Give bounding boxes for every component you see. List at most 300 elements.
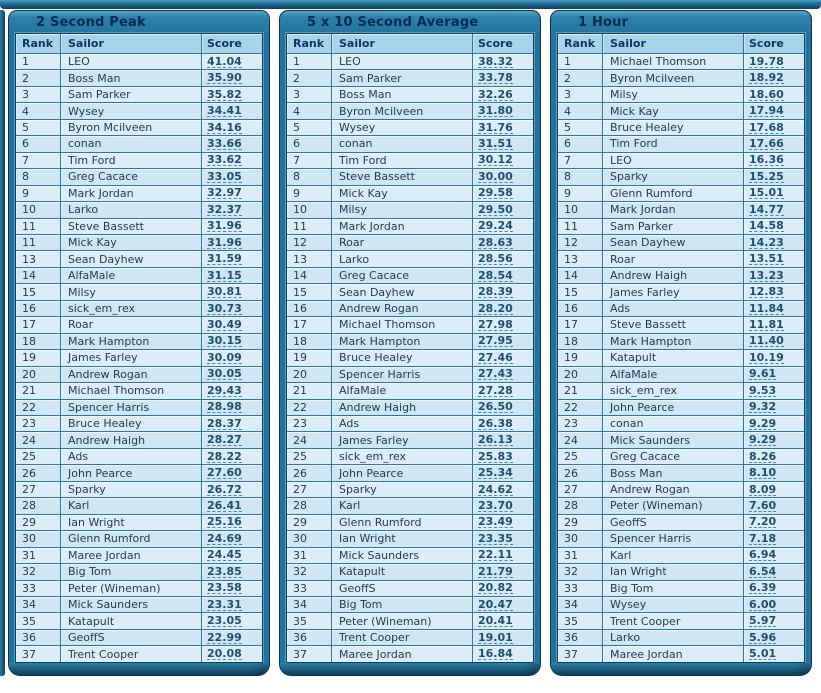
table-row xyxy=(558,531,804,547)
score-link[interactable]: 12.83 xyxy=(749,285,784,299)
rank-cell: 2 xyxy=(558,70,603,85)
score-link[interactable]: 27.60 xyxy=(207,466,242,480)
sailor-cell: Andrew Rogan xyxy=(332,301,473,316)
table-body xyxy=(558,54,804,662)
sailor-cell: sick_em_rex xyxy=(61,301,202,316)
sailor-cell: Big Tom xyxy=(603,581,744,596)
rank-cell: 19 xyxy=(558,350,603,365)
score-link[interactable]: 26.38 xyxy=(478,416,513,430)
score-link[interactable]: 41.04 xyxy=(207,54,242,68)
sailor-cell: Mark Jordan xyxy=(332,219,473,234)
rank-cell: 31 xyxy=(16,548,61,563)
table-row xyxy=(558,186,804,202)
sailor-cell: Ads xyxy=(332,416,473,431)
sailor-cell: Trent Cooper xyxy=(603,613,744,628)
score-link[interactable]: 5.97 xyxy=(749,614,777,628)
sailor-cell: Michael Thomson xyxy=(332,317,473,332)
rank-cell: 17 xyxy=(287,317,332,332)
score-link[interactable]: 28.27 xyxy=(207,433,242,447)
score-link[interactable]: 29.50 xyxy=(478,202,513,216)
score-link[interactable]: 22.99 xyxy=(207,630,242,644)
column-header-sailor: Sailor xyxy=(61,34,202,53)
table-row xyxy=(16,597,262,613)
score-link[interactable]: 24.45 xyxy=(207,548,242,562)
table-row xyxy=(16,153,262,169)
rank-cell: 11 xyxy=(558,219,603,234)
table-row xyxy=(16,120,262,136)
score-link[interactable]: 26.50 xyxy=(478,400,513,414)
score-cell xyxy=(473,301,533,316)
score-link[interactable]: 15.25 xyxy=(749,169,784,183)
score-link[interactable]: 25.34 xyxy=(478,466,513,480)
score-link[interactable]: 28.20 xyxy=(478,301,513,315)
rank-cell: 36 xyxy=(558,630,603,645)
score-cell xyxy=(202,498,262,513)
rank-cell: 13 xyxy=(558,251,603,266)
score-link[interactable]: 5.96 xyxy=(749,630,777,644)
score-link[interactable]: 32.37 xyxy=(207,202,242,216)
score-link[interactable]: 17.66 xyxy=(749,136,784,150)
table-row xyxy=(287,498,533,514)
sailor-cell: Sparky xyxy=(332,482,473,497)
table-row xyxy=(16,251,262,267)
rank-cell: 1 xyxy=(558,54,603,69)
sailor-cell: Larko xyxy=(603,630,744,645)
rank-cell: 37 xyxy=(16,646,61,661)
score-cell xyxy=(473,581,533,596)
score-link[interactable]: 34.41 xyxy=(207,104,242,118)
score-link[interactable]: 23.35 xyxy=(478,531,513,545)
score-link[interactable]: 6.54 xyxy=(749,564,777,578)
score-cell xyxy=(202,268,262,283)
rank-cell: 30 xyxy=(558,531,603,546)
column-header-rank: Rank xyxy=(287,34,332,53)
score-cell xyxy=(202,564,262,579)
sailor-cell: LEO xyxy=(61,54,202,69)
rank-cell: 10 xyxy=(558,202,603,217)
score-link[interactable]: 30.49 xyxy=(207,317,242,331)
score-link[interactable]: 8.10 xyxy=(749,466,777,480)
sailor-cell: Glenn Rumford xyxy=(603,186,744,201)
score-link[interactable]: 11.40 xyxy=(749,334,784,348)
rank-cell: 3 xyxy=(16,87,61,102)
sailor-cell: Spencer Harris xyxy=(603,531,744,546)
score-link[interactable]: 28.98 xyxy=(207,400,242,414)
rank-cell: 26 xyxy=(558,465,603,480)
table-row xyxy=(287,630,533,646)
rank-cell: 31 xyxy=(287,548,332,563)
table-row xyxy=(558,251,804,267)
score-link[interactable]: 20.82 xyxy=(478,581,513,595)
score-link[interactable]: 35.82 xyxy=(207,87,242,101)
score-link[interactable]: 18.92 xyxy=(749,71,784,85)
table-header-row xyxy=(287,34,533,54)
score-cell xyxy=(202,136,262,151)
score-link[interactable]: 35.90 xyxy=(207,71,242,85)
score-link[interactable]: 23.58 xyxy=(207,581,242,595)
score-cell xyxy=(473,646,533,661)
leaderboard-cards-row xyxy=(8,10,812,676)
sailor-cell: Wysey xyxy=(61,103,202,118)
score-link[interactable]: 24.62 xyxy=(478,482,513,496)
score-link[interactable]: 7.20 xyxy=(749,515,777,529)
sailor-cell: Sam Parker xyxy=(61,87,202,102)
rank-cell: 7 xyxy=(287,153,332,168)
table-row xyxy=(16,70,262,86)
rank-cell: 10 xyxy=(16,202,61,217)
sailor-cell: Mick Saunders xyxy=(332,548,473,563)
score-link[interactable]: 25.16 xyxy=(207,515,242,529)
score-link[interactable]: 23.85 xyxy=(207,564,242,578)
rank-cell: 8 xyxy=(16,169,61,184)
table-row xyxy=(287,103,533,119)
score-link[interactable]: 31.59 xyxy=(207,252,242,266)
score-link[interactable]: 22.11 xyxy=(478,548,513,562)
score-link[interactable]: 14.77 xyxy=(749,202,784,216)
table-row xyxy=(558,202,804,218)
score-link[interactable]: 16.36 xyxy=(749,153,784,167)
score-link[interactable]: 33.05 xyxy=(207,169,242,183)
score-link[interactable]: 23.49 xyxy=(478,515,513,529)
rank-cell: 25 xyxy=(558,449,603,464)
score-link[interactable]: 31.96 xyxy=(207,219,242,233)
score-link[interactable]: 14.58 xyxy=(749,219,784,233)
table-row xyxy=(287,350,533,366)
sailor-cell: Sam Parker xyxy=(603,219,744,234)
rank-cell: 5 xyxy=(558,120,603,135)
table-row xyxy=(16,531,262,547)
score-link[interactable]: 20.41 xyxy=(478,614,513,628)
score-link[interactable]: 6.94 xyxy=(749,548,777,562)
rank-cell: 21 xyxy=(16,383,61,398)
card-title: 5 x 10 Second Average xyxy=(307,14,479,30)
sailor-cell: Wysey xyxy=(603,597,744,612)
score-link[interactable]: 20.08 xyxy=(207,647,242,661)
score-link[interactable]: 30.05 xyxy=(207,367,242,381)
score-cell xyxy=(202,284,262,299)
sailor-cell: Greg Cacace xyxy=(332,268,473,283)
table-row xyxy=(287,646,533,661)
table-row xyxy=(16,613,262,629)
rank-cell: 29 xyxy=(287,515,332,530)
table-row xyxy=(558,268,804,284)
table-row xyxy=(287,449,533,465)
score-link[interactable]: 9.29 xyxy=(749,416,777,430)
table-row xyxy=(287,251,533,267)
score-link[interactable]: 6.39 xyxy=(749,581,777,595)
sailor-cell: Larko xyxy=(332,251,473,266)
score-link[interactable]: 9.61 xyxy=(749,367,777,381)
table-row xyxy=(287,136,533,152)
score-cell xyxy=(744,251,804,266)
score-cell xyxy=(744,268,804,283)
table-row xyxy=(287,235,533,251)
leaderboard-card xyxy=(279,10,541,676)
score-link[interactable]: 30.81 xyxy=(207,285,242,299)
rank-cell: 26 xyxy=(287,465,332,480)
table-row xyxy=(16,432,262,448)
leaderboard-table xyxy=(15,33,263,663)
rank-cell: 21 xyxy=(558,383,603,398)
rank-cell: 36 xyxy=(16,630,61,645)
score-link[interactable]: 33.66 xyxy=(207,136,242,150)
rank-cell: 26 xyxy=(16,465,61,480)
score-cell xyxy=(473,103,533,118)
score-link[interactable]: 21.79 xyxy=(478,564,513,578)
sailor-cell: Sean Dayhew xyxy=(332,284,473,299)
score-link[interactable]: 27.98 xyxy=(478,317,513,331)
score-link[interactable]: 18.60 xyxy=(749,87,784,101)
table-row xyxy=(16,268,262,284)
sailor-cell: Peter (Wineman) xyxy=(61,581,202,596)
score-link[interactable]: 32.26 xyxy=(478,87,513,101)
table-row xyxy=(16,383,262,399)
score-cell xyxy=(202,103,262,118)
rank-cell: 23 xyxy=(287,416,332,431)
sailor-cell: Trent Cooper xyxy=(332,630,473,645)
table-row xyxy=(16,235,262,251)
score-link[interactable]: 28.54 xyxy=(478,268,513,282)
rank-cell: 33 xyxy=(16,581,61,596)
score-link[interactable]: 14.23 xyxy=(749,235,784,249)
score-link[interactable]: 29.58 xyxy=(478,186,513,200)
rank-cell: 10 xyxy=(287,202,332,217)
score-cell xyxy=(473,136,533,151)
rank-cell: 12 xyxy=(558,235,603,250)
leaderboard-table xyxy=(286,33,534,663)
score-link[interactable]: 26.72 xyxy=(207,482,242,496)
score-cell xyxy=(473,268,533,283)
score-link[interactable]: 23.31 xyxy=(207,597,242,611)
table-header-row xyxy=(16,34,262,54)
score-link[interactable]: 13.23 xyxy=(749,268,784,282)
rank-cell: 11 xyxy=(16,235,61,250)
score-cell xyxy=(744,235,804,250)
score-link[interactable]: 19.78 xyxy=(749,54,784,68)
sailor-cell: John Pearce xyxy=(332,465,473,480)
sailor-cell: Andrew Rogan xyxy=(603,482,744,497)
sailor-cell: Michael Thomson xyxy=(61,383,202,398)
sailor-cell: Byron Mcilveen xyxy=(332,103,473,118)
sailor-cell: Mark Jordan xyxy=(603,202,744,217)
score-link[interactable]: 13.51 xyxy=(749,252,784,266)
table-row xyxy=(558,548,804,564)
sailor-cell: Tim Ford xyxy=(332,153,473,168)
score-link[interactable]: 25.83 xyxy=(478,449,513,463)
score-link[interactable]: 30.73 xyxy=(207,301,242,315)
score-link[interactable]: 11.81 xyxy=(749,317,784,331)
score-link[interactable]: 29.24 xyxy=(478,219,513,233)
sailor-cell: Byron Mcilveen xyxy=(61,120,202,135)
table-row xyxy=(287,169,533,185)
table-row xyxy=(558,153,804,169)
table-row xyxy=(287,219,533,235)
score-cell xyxy=(744,334,804,349)
rank-cell: 28 xyxy=(16,498,61,513)
score-cell xyxy=(473,350,533,365)
score-link[interactable]: 30.15 xyxy=(207,334,242,348)
table-row xyxy=(558,350,804,366)
score-link[interactable]: 17.68 xyxy=(749,120,784,134)
rank-cell: 6 xyxy=(558,136,603,151)
score-link[interactable]: 23.70 xyxy=(478,498,513,512)
table-row xyxy=(558,432,804,448)
table-row xyxy=(287,153,533,169)
table-row xyxy=(558,465,804,481)
table-row xyxy=(16,186,262,202)
score-link[interactable]: 11.84 xyxy=(749,301,784,315)
sailor-cell: Bruce Healey xyxy=(603,120,744,135)
sailor-cell: Maree Jordan xyxy=(332,646,473,661)
score-cell xyxy=(473,564,533,579)
score-link[interactable]: 19.01 xyxy=(478,630,513,644)
table-row xyxy=(287,613,533,629)
score-link[interactable]: 28.56 xyxy=(478,252,513,266)
table-row xyxy=(558,400,804,416)
score-link[interactable]: 28.39 xyxy=(478,285,513,299)
score-link[interactable]: 24.69 xyxy=(207,531,242,545)
score-link[interactable]: 9.32 xyxy=(749,400,777,414)
score-cell xyxy=(744,515,804,530)
sailor-cell: Greg Cacace xyxy=(603,449,744,464)
rank-cell: 29 xyxy=(16,515,61,530)
score-link[interactable]: 7.18 xyxy=(749,531,777,545)
score-link[interactable]: 28.22 xyxy=(207,449,242,463)
score-link[interactable]: 17.94 xyxy=(749,104,784,118)
score-link[interactable]: 28.37 xyxy=(207,416,242,430)
score-link[interactable]: 16.84 xyxy=(478,647,513,661)
score-link[interactable]: 20.47 xyxy=(478,597,513,611)
score-link[interactable]: 38.32 xyxy=(478,54,513,68)
score-link[interactable]: 27.28 xyxy=(478,383,513,397)
score-link[interactable]: 26.13 xyxy=(478,433,513,447)
table-row xyxy=(558,498,804,514)
rank-cell: 25 xyxy=(287,449,332,464)
rank-cell: 23 xyxy=(558,416,603,431)
table-row xyxy=(287,120,533,136)
score-link[interactable]: 6.00 xyxy=(749,597,777,611)
score-link[interactable]: 33.62 xyxy=(207,153,242,167)
sailor-cell: Karl xyxy=(61,498,202,513)
score-link[interactable]: 31.76 xyxy=(478,120,513,134)
table-row xyxy=(16,449,262,465)
score-link[interactable]: 8.26 xyxy=(749,449,777,463)
score-cell xyxy=(473,465,533,480)
score-cell xyxy=(473,317,533,332)
sailor-cell: Roar xyxy=(61,317,202,332)
rank-cell: 4 xyxy=(558,103,603,118)
score-cell xyxy=(202,251,262,266)
score-link[interactable]: 31.15 xyxy=(207,268,242,282)
score-link[interactable]: 29.43 xyxy=(207,383,242,397)
score-link[interactable]: 30.09 xyxy=(207,350,242,364)
score-link[interactable]: 27.43 xyxy=(478,367,513,381)
rank-cell: 2 xyxy=(16,70,61,85)
score-link[interactable]: 7.60 xyxy=(749,498,777,512)
score-link[interactable]: 28.63 xyxy=(478,235,513,249)
rank-cell: 32 xyxy=(287,564,332,579)
rank-cell: 34 xyxy=(558,597,603,612)
rank-cell: 16 xyxy=(16,301,61,316)
sailor-cell: Milsy xyxy=(603,87,744,102)
table-row xyxy=(16,103,262,119)
score-link[interactable]: 32.97 xyxy=(207,186,242,200)
score-link[interactable]: 5.01 xyxy=(749,647,777,661)
sailor-cell: GeoffS xyxy=(332,581,473,596)
score-cell xyxy=(744,465,804,480)
table-row xyxy=(16,169,262,185)
rank-cell: 14 xyxy=(16,268,61,283)
rank-cell: 5 xyxy=(16,120,61,135)
score-link[interactable]: 33.78 xyxy=(478,71,513,85)
sailor-cell: James Farley xyxy=(332,432,473,447)
score-link[interactable]: 15.01 xyxy=(749,186,784,200)
table-row xyxy=(16,564,262,580)
rank-cell: 18 xyxy=(558,334,603,349)
score-cell xyxy=(473,284,533,299)
score-link[interactable]: 31.80 xyxy=(478,104,513,118)
score-link[interactable]: 34.16 xyxy=(207,120,242,134)
score-link[interactable]: 31.51 xyxy=(478,136,513,150)
score-cell xyxy=(744,153,804,168)
score-link[interactable]: 30.00 xyxy=(478,169,513,183)
score-cell xyxy=(473,383,533,398)
table-row xyxy=(287,317,533,333)
score-link[interactable]: 8.09 xyxy=(749,482,777,496)
score-cell xyxy=(473,202,533,217)
sailor-cell: Boss Man xyxy=(603,465,744,480)
rank-cell: 8 xyxy=(558,169,603,184)
table-row xyxy=(287,70,533,86)
sailor-cell: Sparky xyxy=(603,169,744,184)
score-link[interactable]: 23.05 xyxy=(207,614,242,628)
table-row xyxy=(558,301,804,317)
rank-cell: 20 xyxy=(287,367,332,382)
table-row xyxy=(287,564,533,580)
table-row xyxy=(16,581,262,597)
score-link[interactable]: 10.19 xyxy=(749,350,784,364)
score-cell xyxy=(202,416,262,431)
sailor-cell: AlfaMale xyxy=(332,383,473,398)
score-link[interactable]: 31.96 xyxy=(207,235,242,249)
rank-cell: 37 xyxy=(558,646,603,661)
rank-cell: 28 xyxy=(287,498,332,513)
table-row xyxy=(16,548,262,564)
score-cell xyxy=(744,449,804,464)
score-cell xyxy=(202,482,262,497)
score-link[interactable]: 26.41 xyxy=(207,498,242,512)
rank-cell: 15 xyxy=(287,284,332,299)
rank-cell: 36 xyxy=(287,630,332,645)
rank-cell: 35 xyxy=(16,613,61,628)
score-cell xyxy=(202,581,262,596)
table-row xyxy=(287,465,533,481)
table-row xyxy=(558,103,804,119)
score-cell xyxy=(473,449,533,464)
score-link[interactable]: 9.53 xyxy=(749,383,777,397)
sailor-cell: GeoffS xyxy=(61,630,202,645)
score-link[interactable]: 30.12 xyxy=(478,153,513,167)
sailor-cell: Peter (Wineman) xyxy=(332,613,473,628)
cropped-card-border-sliver xyxy=(0,10,5,676)
sailor-cell: Big Tom xyxy=(61,564,202,579)
rank-cell: 7 xyxy=(16,153,61,168)
table-row xyxy=(558,416,804,432)
score-link[interactable]: 9.29 xyxy=(749,433,777,447)
score-link[interactable]: 27.95 xyxy=(478,334,513,348)
score-link[interactable]: 27.46 xyxy=(478,350,513,364)
score-cell xyxy=(202,548,262,563)
